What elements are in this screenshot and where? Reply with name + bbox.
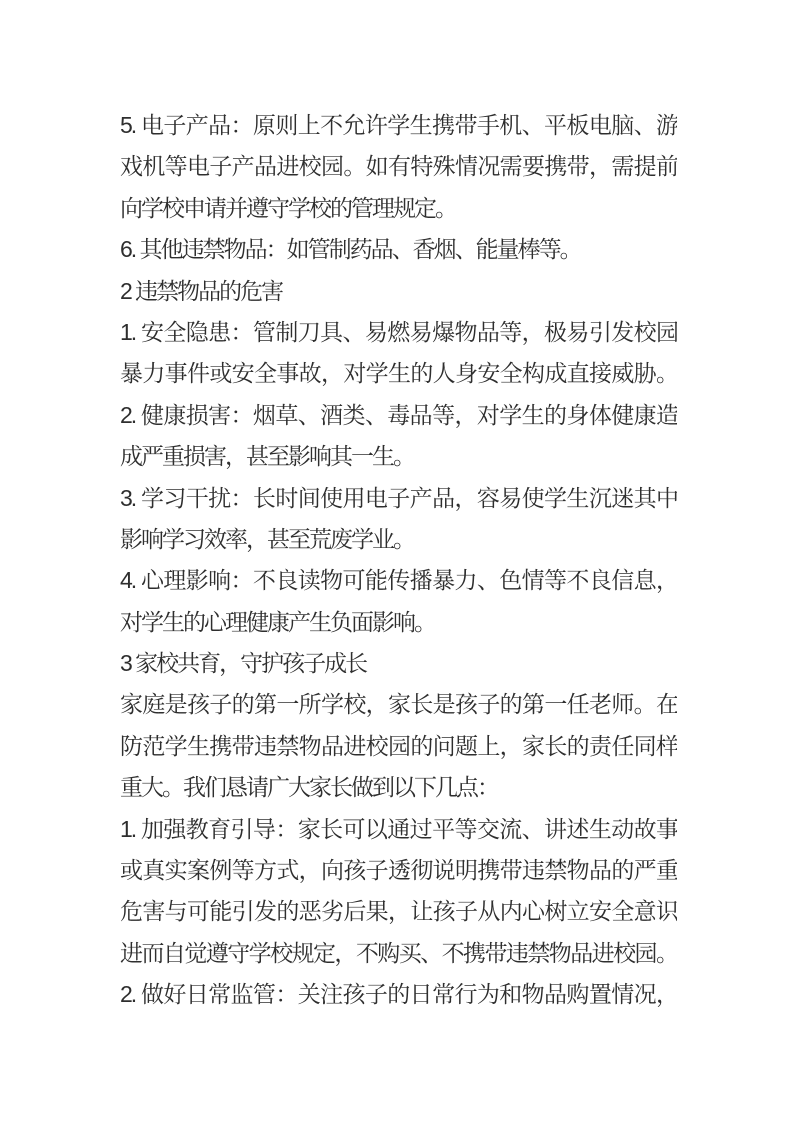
text-line: 2 违禁物品的危害 [120, 277, 283, 304]
text-line: 对学生的心理健康产生负面影响。 [120, 608, 435, 635]
text-line: 3 家校共育，守护孩子成长 [120, 650, 367, 677]
text-line: 向学校申请并遵守学校的管理规定。 [120, 194, 456, 221]
text-line: 暴力事件或安全事故，对学生的人身安全构成直接威胁。 [120, 360, 677, 387]
document-text-body [120, 105, 677, 1016]
text-line: 危害与可能引发的恶劣后果，让孩子从内心树立安全意识 [120, 898, 677, 925]
text-line: 3. 学习干扰：长时间使用电子产品，容易使学生沉迷其中 [120, 484, 677, 511]
text-line: 成严重损害，甚至影响其一生。 [120, 443, 414, 470]
text-line: 戏机等电子产品进校园。如有特殊情况需要携带，需提前 [120, 153, 677, 180]
text-line: 4. 心理影响：不良读物可能传播暴力、色情等不良信息， [120, 567, 677, 594]
text-line: 进而自觉遵守学校规定，不购买、不携带违禁物品进校园。 [120, 939, 677, 966]
text-line: 家庭是孩子的第一所学校，家长是孩子的第一任老师。在 [120, 691, 677, 718]
text-line: 1. 加强教育引导：家长可以通过平等交流、讲述生动故事 [120, 815, 677, 842]
text-line: 影响学习效率，甚至荒废学业。 [120, 525, 414, 552]
text-line: 防范学生携带违禁物品进校园的问题上，家长的责任同样 [120, 732, 677, 759]
text-line: 重大。我们恳请广大家长做到以下几点： [120, 774, 498, 801]
text-line: 2. 做好日常监管：关注孩子的日常行为和物品购置情况， [120, 981, 677, 1008]
text-line: 5. 电子产品：原则上不允许学生携带手机、平板电脑、游 [120, 112, 677, 138]
text-line: 或真实案例等方式，向孩子透彻说明携带违禁物品的严重 [120, 857, 677, 884]
text-line: 2. 健康损害：烟草、酒类、毒品等，对学生的身体健康造 [120, 401, 677, 428]
text-line: 1. 安全隐患：管制刀具、易燃易爆物品等，极易引发校园 [120, 318, 677, 345]
text-line: 6. 其他违禁物品：如管制药品、香烟、能量棒等。 [120, 236, 581, 263]
